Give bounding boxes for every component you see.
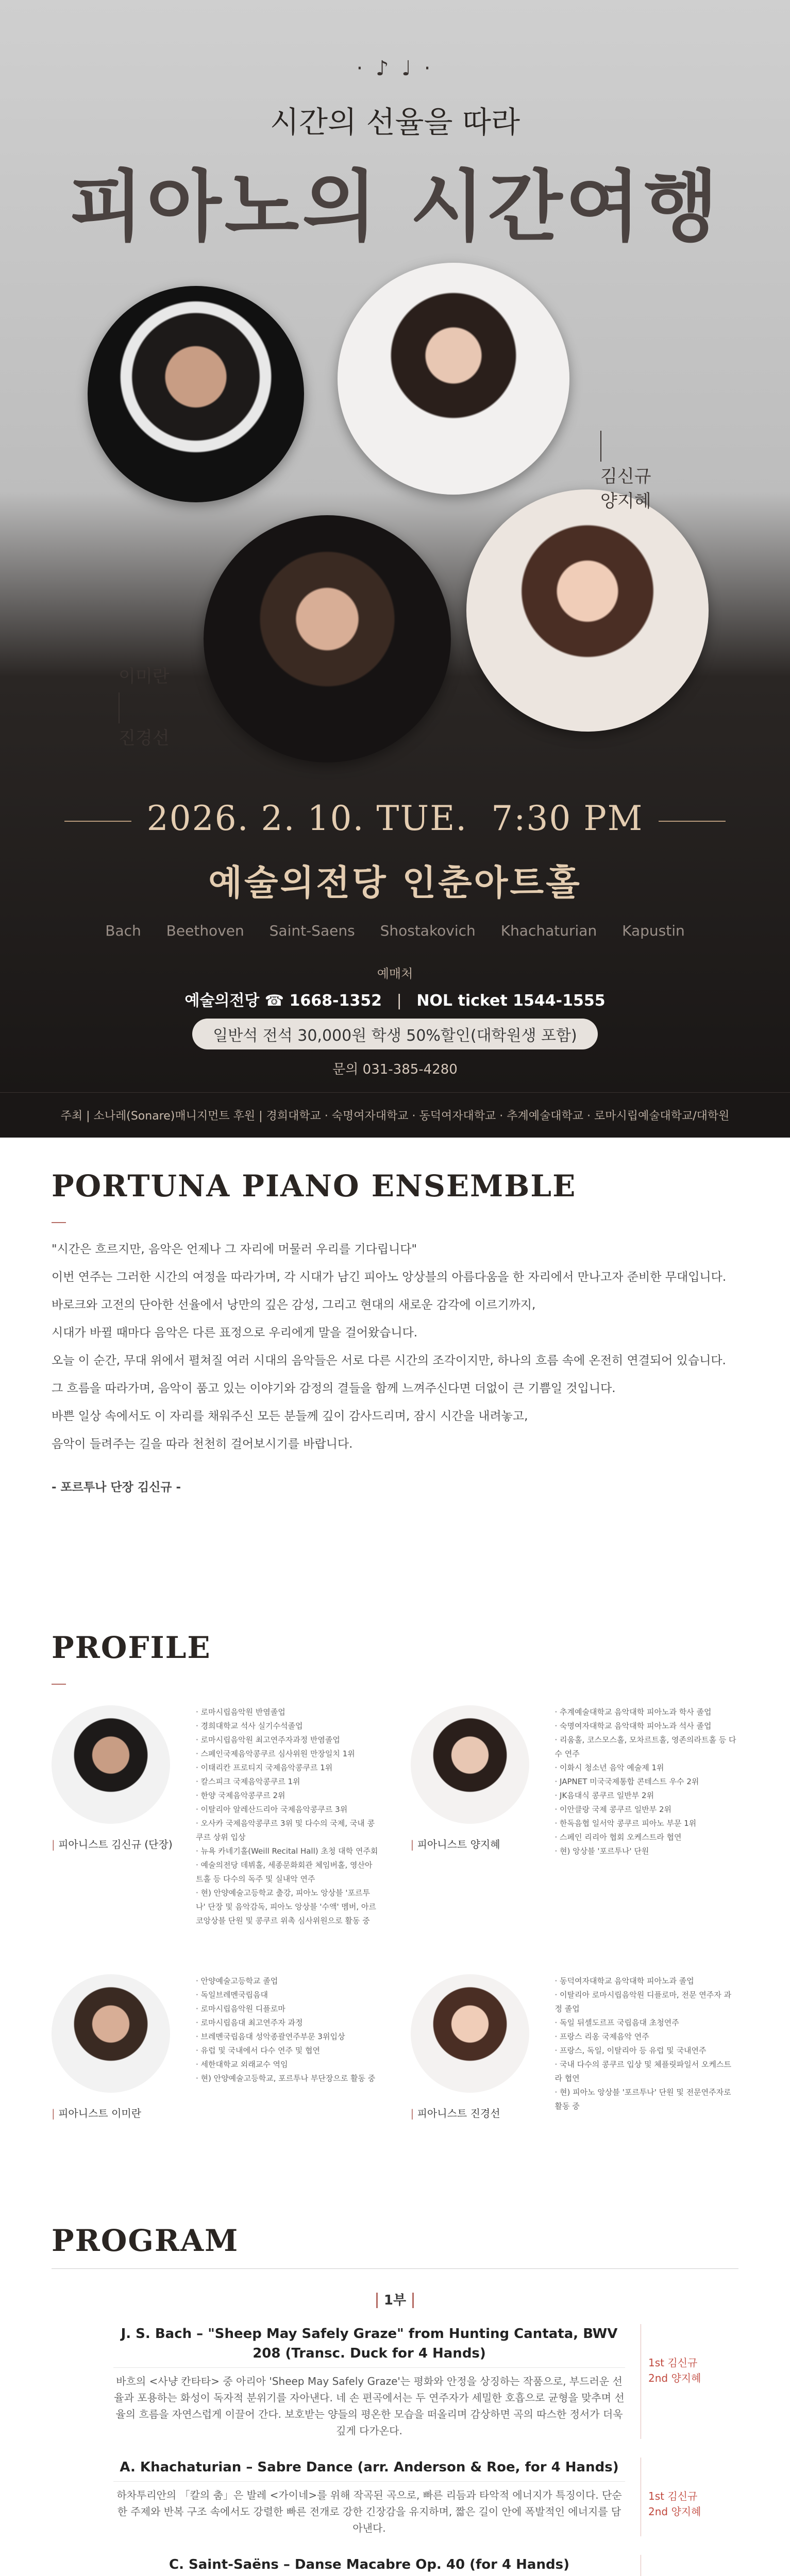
divider bbox=[52, 2268, 738, 2269]
composer-list bbox=[0, 922, 790, 939]
composer: Beethoven bbox=[166, 922, 244, 939]
piece-players bbox=[641, 2555, 738, 2576]
career-item: · 이화시 청소년 음악 예술제 1위 bbox=[555, 1761, 739, 1775]
career-item: · 프랑스 리옹 국제음악 연주 bbox=[555, 2030, 739, 2044]
career-list bbox=[555, 1974, 739, 2113]
composer: Saint-Saens bbox=[269, 922, 355, 939]
divider bbox=[52, 1222, 66, 1223]
concert-poster bbox=[0, 0, 790, 1092]
career-item: · 이탈리아 로마시립음악원 디플로마, 전문 연주자 과정 졸업 bbox=[555, 1988, 739, 2016]
career-list bbox=[196, 1705, 380, 1928]
career-list bbox=[555, 1705, 739, 1858]
career-item: · 스페인국제음악콩쿠르 심사위원 만장일치 1위 bbox=[196, 1747, 380, 1761]
career-item: · 경희대학교 석사 실기수석졸업 bbox=[196, 1719, 380, 1733]
piece-description: 바흐의 <사냥 칸타타> 중 아리아 'Sheep May Safely Graze'는 평화와 안정을 상징하는 작품으로, 부드러운 선율과 포용하는 화성이 독자적 분위기를 자아낸다. 네 손 편곡에서는 두 연주자가 세밀한 호흡으로 균형을 맞추며 선율의 흐름을 자연스럽게 이끌어 간다. 보호받는 양들의 평온한 모습을 떠올리며 감상하면 곡의 따스한 정서가 더욱 깊게 다가온다. bbox=[113, 2367, 625, 2439]
letter-paragraph: 이번 연주는 그러한 시간의 여정을 따라가며, 각 시대가 남긴 피아노 앙상블의 아름다움을 한 자리에서 만나고자 준비한 무대입니다. bbox=[52, 1270, 727, 1284]
career-item: · 로마시립음대 최고연주자 과정 bbox=[196, 2016, 375, 2030]
career-item: · 스페인 리리아 협회 오케스트라 협연 bbox=[555, 1831, 739, 1844]
profile-title: PROFILE bbox=[52, 1630, 211, 1665]
performer-name: 진경선 bbox=[119, 727, 170, 749]
program-piece bbox=[52, 2324, 738, 2439]
profile-grid bbox=[52, 1705, 738, 2120]
program-title: PROGRAM bbox=[52, 2223, 239, 2258]
career-item: · 현) 피아노 앙상블 '포르투나' 단원 및 전문연주자로 활동 중 bbox=[555, 2086, 739, 2113]
career-item: · 현) 앙상블 '포르투나' 단원 bbox=[555, 1844, 739, 1858]
concert-date: 2026. 2. 10. TUE. bbox=[146, 799, 468, 838]
letter-signature: - 포르투나 단장 김신규 - bbox=[52, 1481, 181, 1494]
portrait-yang-jihye bbox=[338, 263, 569, 495]
career-item: · 예술의전당 데뷔홀, 세종문화회관 체임버홀, 영산아트홀 등 다수의 독주 및 실내악 연주 bbox=[196, 1858, 380, 1886]
career-item: · 세한대학교 외래교수 역임 bbox=[196, 2058, 375, 2072]
profile-card-yang bbox=[411, 1705, 739, 1928]
concert-datetime bbox=[0, 799, 790, 838]
profile-card-lee bbox=[52, 1974, 380, 2120]
composer: Shostakovich bbox=[380, 922, 476, 939]
letter-paragraph: 음악이 들려주는 길을 따라 천천히 걸어보시기를 바랍니다. bbox=[52, 1437, 353, 1451]
composer: Kapustin bbox=[622, 922, 685, 939]
program-piece bbox=[52, 2458, 738, 2536]
ticket-info: 예매처 예술의전당 ☎ 1668-1352 | NOL ticket 1544-1555 일반석 전석 30,000원 학생 50%할인(대학원생 포함) 문의 031-385-4280 bbox=[0, 963, 790, 1078]
career-item: · 국내 다수의 콩쿠르 입상 및 체플릿파일서 오케스트라 협연 bbox=[555, 2058, 739, 2086]
career-item: · 현) 안양예술고등학교, 포르투나 부단장으로 활동 중 bbox=[196, 2072, 375, 2086]
reservation-label: 예매처 bbox=[377, 967, 413, 981]
profile-card-kim bbox=[52, 1705, 380, 1928]
poster-subtitle: 시간의 선율을 따라 bbox=[270, 105, 520, 140]
career-item: · 프랑스, 독일, 이탈리아 등 유럽 및 국내연주 bbox=[555, 2044, 739, 2058]
divider bbox=[52, 1684, 66, 1685]
letter-paragraph: "시간은 흐르지만, 음악은 언제나 그 자리에 머물러 우리를 기다립니다" bbox=[52, 1243, 417, 1256]
career-item: · 숙명여자대학교 음악대학 피아노과 석사 졸업 bbox=[555, 1719, 739, 1733]
avatar bbox=[52, 1974, 170, 2093]
career-item: · 오사카 국제음악콩쿠르 3위 및 다수의 국제, 국내 콩쿠르 상위 입상 bbox=[196, 1817, 380, 1844]
letter-paragraph: 시대가 바뀔 때마다 음악은 다른 표정으로 우리에게 말을 걸어왔습니다. bbox=[52, 1326, 418, 1340]
profile-section bbox=[0, 1630, 790, 2120]
piece-players: 1st 김신규 2nd 양지혜 bbox=[641, 2458, 738, 2536]
performer-name: 김신규 bbox=[600, 466, 651, 487]
career-item: · JAPNET 미국국제통합 콘테스트 우수 2위 bbox=[555, 1775, 739, 1789]
profile-card-jin bbox=[411, 1974, 739, 2120]
program-piece bbox=[52, 2555, 738, 2576]
piece-title: J. S. Bach – "Sheep May Safely Graze" from Hunting Cantata, BWV 208 (Transc. Duck for 4 Hands) bbox=[121, 2326, 618, 2361]
letter-paragraph: 그 흐름을 따라가며, 음악이 품고 있는 이야기와 감정의 결들을 함께 느껴주신다면 더없이 큰 기쁨일 것입니다. bbox=[52, 1382, 616, 1395]
piece-description: 하차투리안의 「칼의 춤」은 발레 <가이네>를 위해 작곡된 곡으로, 빠른 리듬과 타악적 에너지가 특징이다. 단순한 주제와 반복 구조 속에서도 강렬한 빠른 전개로 강한 긴장감을 유지하며, 짧은 길이 안에 폭발적인 에너지를 담아낸다. bbox=[113, 2481, 625, 2536]
contact-info: 문의 031-385-4280 bbox=[332, 1062, 458, 1077]
ensemble-section bbox=[0, 1138, 790, 1501]
credits-bar: 주최 | 소나레(Sonare)매니지먼트 후원 | 경희대학교 · 숙명여자대학교 · 동덕여자대학교 · 추계예술대학교 · 로마시립예술대학교/대학원 bbox=[0, 1092, 790, 1138]
letter-paragraph: 바쁜 일상 속에서도 이 자리를 채워주신 모든 분들께 깊이 감사드리며, 잠시 시간을 내려놓고, bbox=[52, 1410, 528, 1423]
profile-caption: | 피아니스트 김신규 (단장) bbox=[52, 1836, 180, 1851]
performer-names-left bbox=[119, 665, 170, 751]
career-item: · 독일 뒤셀도르프 국립음대 초청연주 bbox=[555, 2016, 739, 2030]
career-item: · 이태리칸 프로티지 국제음악콩쿠르 1위 bbox=[196, 1761, 380, 1775]
career-item: · 안양예술고등학교 졸업 bbox=[196, 1974, 375, 1988]
career-item: · 동덕여자대학교 음악대학 피아노과 졸업 bbox=[555, 1974, 739, 1988]
greeting-letter bbox=[52, 1235, 738, 1501]
avatar bbox=[411, 1974, 529, 2093]
program-section bbox=[0, 2223, 790, 2576]
career-item: · 로마시립음악원 최고연주자과정 반염졸업 bbox=[196, 1733, 380, 1747]
letter-paragraph: 바로크와 고전의 단아한 선율에서 낭만의 깊은 감성, 그리고 현대의 새로운 감각에 이르기까지, bbox=[52, 1298, 536, 1312]
career-item: · 이탈리아 알레산드리아 국제음악콩쿠르 3위 bbox=[196, 1803, 380, 1817]
price-badge: 일반석 전석 30,000원 학생 50%할인(대학원생 포함) bbox=[192, 1019, 597, 1049]
career-item: · 로마시립음악원 반염졸업 bbox=[196, 1705, 380, 1719]
portrait-kim-singyu bbox=[88, 286, 304, 502]
career-item: · 한양 국제음악콩쿠르 2위 bbox=[196, 1789, 380, 1803]
performer-name: 이미란 bbox=[119, 666, 170, 687]
performer-names-right bbox=[600, 428, 651, 514]
performer-name: 양지혜 bbox=[600, 490, 651, 512]
music-notes-decoration: · ♪ ♩ · bbox=[356, 57, 434, 80]
avatar bbox=[52, 1705, 170, 1824]
letter-paragraph: 오늘 이 순간, 무대 위에서 펼쳐질 여러 시대의 음악들은 서로 다른 시간의 조각이지만, 하나의 흐름 속에 온전히 연결되어 있습니다. bbox=[52, 1354, 726, 1367]
piece-title: A. Khachaturian – Sabre Dance (arr. Anderson & Roe, for 4 Hands) bbox=[120, 2460, 619, 2475]
career-item: · 한독음협 일서악 콩쿠르 피아노 부문 1위 bbox=[555, 1817, 739, 1831]
career-item: · 독일브레멘국립음대 bbox=[196, 1988, 375, 2002]
composer: Bach bbox=[105, 922, 141, 939]
portrait-lee-miran bbox=[204, 515, 451, 762]
avatar bbox=[411, 1705, 529, 1824]
profile-caption: | 피아니스트 진경선 bbox=[411, 2105, 540, 2120]
career-item: · 리움홀, 코스모스홀, 모차르트홀, 영존의라트홀 등 다수 연주 bbox=[555, 1733, 739, 1761]
profile-caption: | 피아니스트 양지혜 bbox=[411, 1836, 540, 1851]
career-item: · 뉴욕 카네기홀(Weill Recital Hall) 초청 대학 연주회 bbox=[196, 1844, 380, 1858]
ticket-vendor-sac[interactable]: 예술의전당 ☎ 1668-1352 bbox=[184, 992, 382, 1010]
ensemble-title: PORTUNA PIANO ENSEMBLE bbox=[52, 1168, 577, 1204]
portrait-jin-gyeongseon bbox=[466, 489, 709, 732]
career-item: · JK음대식 콩쿠르 일반부 2위 bbox=[555, 1789, 739, 1803]
career-item: · 현) 안양예술고등학교 출강, 피아노 앙상블 '포르투나' 단장 및 음악감독, 피아노 앙상블 '수액' 멤버, 아르코앙상블 단원 및 콩쿠르 위촉 심사위원으로 활동 중 bbox=[196, 1886, 380, 1928]
ticket-vendor-nol[interactable]: NOL ticket 1544-1555 bbox=[416, 992, 606, 1010]
part-label: 1부 bbox=[52, 2290, 738, 2309]
career-list bbox=[196, 1974, 375, 2086]
career-item: · 브레멘국립음대 성악종괄연주부문 3위입상 bbox=[196, 2030, 375, 2044]
career-item: · 추계예술대학교 음악대학 피아노과 학사 졸업 bbox=[555, 1705, 739, 1719]
career-item: · 이안클랑 국제 콩쿠르 일반부 2위 bbox=[555, 1803, 739, 1817]
piece-players: 1st 김신규 2nd 양지혜 bbox=[641, 2324, 738, 2439]
career-item: · 칼스피크 국제음악콩쿠르 1위 bbox=[196, 1775, 380, 1789]
composer: Khachaturian bbox=[500, 922, 597, 939]
career-item: · 유럽 및 국내에서 다수 연주 및 협연 bbox=[196, 2044, 375, 2058]
career-item: · 로마시립음악원 디플로마 bbox=[196, 2002, 375, 2016]
poster-title: 피아노의 시간여행 bbox=[69, 162, 721, 252]
piece-title: C. Saint-Saëns – Danse Macabre Op. 40 (for 4 Hands) bbox=[169, 2557, 569, 2572]
concert-time: 7:30 PM bbox=[491, 799, 644, 838]
profile-caption: | 피아니스트 이미란 bbox=[52, 2105, 180, 2120]
concert-venue: 예술의전당 인춘아트홀 bbox=[208, 863, 582, 904]
